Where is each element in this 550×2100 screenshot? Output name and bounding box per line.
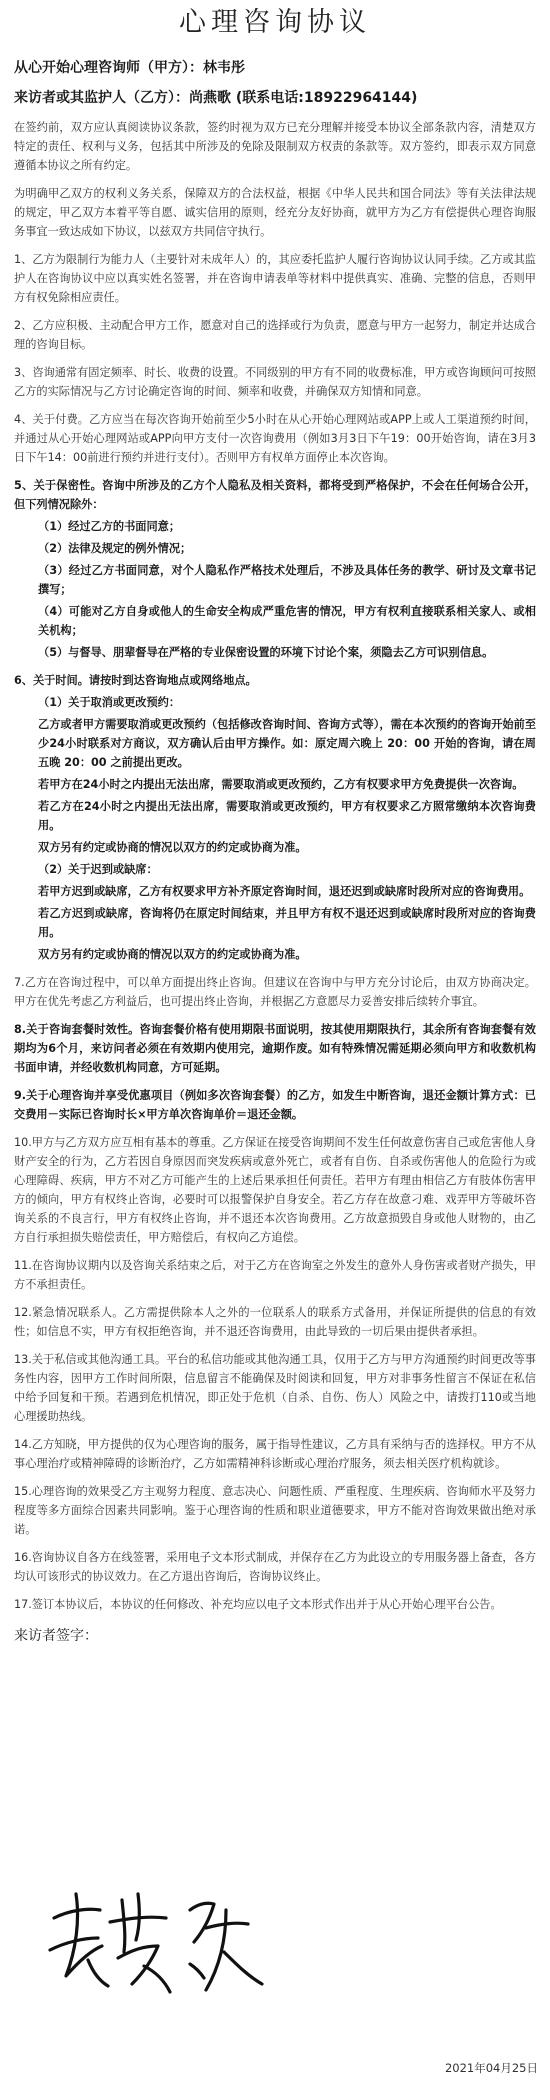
clause-paragraph: 14.乙方知晓，甲方提供的仅为心理咨询的服务，属于指导性建议，乙方具有采纳与否的选择权。甲方不从事心理治疗或精神障碍的诊断治疗，乙方如需精神科诊断或心理治疗服务，须去相关医疗机构就诊。 — [14, 1438, 536, 1470]
agreement-body — [14, 118, 536, 1614]
clause-paragraph: 3、咨询通常有固定频率、时长、收费的设置。不同级别的甲方有不同的收费标准，甲方或咨询顾问可按照乙方的实际情况与乙方讨论确定咨询的时间、频率和收费，并确保双方知情和同意。 — [14, 366, 536, 398]
clause-paragraph: （4）可能对乙方自身或他人的生命安全构成严重危害的情况，甲方有权利直接联系相关家人、或相关机构； — [38, 605, 536, 637]
page-title: 心理咨询协议 — [179, 7, 371, 38]
clause-paragraph: （3）经过乙方书面同意，对个人隐私作严格技术处理后，不涉及具体任务的教学、研讨及文章书记撰写； — [38, 564, 536, 596]
clause-paragraph: 7.乙方在咨询过程中，可以单方面提出终止咨询。但建议在咨询中与甲方充分讨论后，由双方协商决定。甲方在优先考虑乙方利益后，也可提出终止咨询，并根据乙方意愿尽力妥善安排后续转介事宜。 — [14, 976, 536, 1008]
clause-paragraph: （1）关于取消或更改预约： — [38, 696, 181, 709]
clause-paragraph: 若甲方在24小时之内提出无法出席，需要取消或更改预约，乙方有权要求甲方免费提供一次咨询。 — [38, 778, 524, 791]
clause-paragraph: 15.心理咨询的效果受乙方主观努力程度、意志决心、问题性质、严重程度、生理疾病、咨询师水平及努力程度等多方面综合因素共同影响。鉴于心理咨询的性质和职业道德要求，甲方不能对咨询效果做出绝对承诺。 — [14, 1485, 536, 1536]
clause-paragraph: （2）法律及规定的例外情况； — [38, 542, 192, 555]
clause-paragraph: 8.关于咨询套餐时效性。咨询套餐价格有使用期限书面说明，按其使用期限执行，其余所有咨询套餐有效期均为6个月，来访问者必须在有效期内使用完，逾期作废。如有特殊情况需延期必须向甲方和收数机构书面申请，并经收数机构同意，方可延期。 — [14, 1023, 536, 1074]
clause-paragraph: （1）经过乙方的书面同意； — [38, 520, 181, 533]
clause-paragraph: 若乙方在24小时之内提出无法出席，需要取消或更改预约，甲方有权要求乙方照常缴纳本次咨询费用。 — [38, 800, 536, 832]
clause-paragraph: 乙方或者甲方需要取消或更改预约（包括修改咨询时间、咨询方式等），需在本次预约的咨询开始前至少24小时联系对方商议，双方确认后由甲方操作。如：原定周六晚上 20：00 开始的咨询，请在周五晚 20：00 之前提出更改。 — [38, 718, 536, 769]
clause-paragraph: 双方另有约定或协商的情况以双方的约定或协商为准。 — [38, 948, 307, 961]
clause-paragraph: 2、乙方应积极、主动配合甲方工作，愿意对自己的选择或行为负责，愿意与甲方一起努力，制定并达成合理的咨询目标。 — [14, 319, 536, 351]
party-a: 从心开始心理咨询师（甲方）：林韦彤 — [14, 60, 245, 76]
clause-paragraph: 若甲方迟到或缺席，乙方有权要求甲方补齐原定咨询时间，退还迟到或缺席时段所对应的咨询费用。 — [38, 885, 531, 898]
clause-paragraph: （2）关于迟到或缺席： — [38, 863, 158, 876]
clause-paragraph: 12.紧急情况联系人。乙方需提供除本人之外的一位联系人的联系方式备用，并保证所提供的信息的有效性；如信息不实，甲方有权拒绝咨询，并不退还咨询费用，由此导致的一切后果由提供者承担。 — [14, 1306, 536, 1338]
clause-paragraph: 双方另有约定或协商的情况以双方的约定或协商为准。 — [38, 841, 307, 854]
clause-paragraph: 13.关于私信或其他沟通工具。平台的私信功能或其他沟通工具，仅用于乙方与甲方沟通预约时间更改等事务性内容，因甲方工作时间所限，信息留言不能确保及时阅读和回复，甲方对非事务性留言不保证在私信中给予回复和干预。若遇到危机情况，即正处于危机（自杀、自伤、伤人）风险之中，请拨打110或当地心理援助热线。 — [14, 1353, 536, 1423]
clause-paragraph: 1、乙方为限制行为能力人（主要针对未成年人）的，其应委托监护人履行咨询协议认同手续。乙方或其监护人在咨询协议中应以真实姓名签署，并在咨询申请表单等材料中提供真实、准确、完整的信息，否则甲方有权免除相应责任。 — [14, 253, 536, 304]
clause-paragraph: 若乙方迟到或缺席，咨询将仍在原定时间结束，并且甲方有权不退还迟到或缺席时段所对应的咨询费用。 — [38, 907, 536, 939]
clause-paragraph: 5、关于保密性。咨询中所涉及的乙方个人隐私及相关资料，都将受到严格保护，不会在任何场合公开，但下列情况除外： — [14, 479, 536, 511]
clause-paragraph: 4、关于付费。乙方应当在每次咨询开始前至少5小时在从心开始心理网站或APP上或人工渠道预约时间，并通过从心开始心理网站或APP向甲方支付一次咨询费用（例如3月3日下午19：00开始咨询，请在3月3日下午14：00前进行预约并进行支付）。否则甲方有权单方面停止本次咨询。 — [14, 413, 536, 464]
clause-paragraph: 在签约前，双方应认真阅读协议条款，签约时视为双方已充分理解并接受本协议全部条款内容，清楚双方特定的责任、权利与义务，包括其中所涉及的免除及限制双方权责的条款等。双方签约，即表示双方同意遵循本协议之所有约定。 — [14, 121, 536, 172]
clause-paragraph: （5）与督导、朋辈督导在严格的专业保密设置的环境下讨论个案，须隐去乙方可识别信息。 — [38, 646, 494, 659]
clause-paragraph: 6、关于时间。请按时到达咨询地点或网络地点。 — [14, 674, 257, 687]
party-b: 来访者或其监护人（乙方）：尚燕歌 (联系电话:18922964144) — [14, 90, 418, 106]
handwritten-signature-icon — [40, 1880, 270, 2005]
clause-paragraph: 11.在咨询协议期内以及咨询关系结束之后，对于乙方在咨询室之外发生的意外人身伤害或者财产损失，甲方不承担责任。 — [14, 1259, 536, 1291]
signer-label: 来访者签字： — [14, 1628, 98, 1644]
clause-paragraph: 16.咨询协议自各方在线签署，采用电子文本形式制成，并保存在乙方为此设立的专用服务器上备查，各方均认可该形式的协议效力。在乙方退出咨询后，咨询协议终止。 — [14, 1551, 536, 1583]
clause-paragraph: 17.签订本协议后，本协议的任何修改、补充均应以电子文本形式作出并于从心开始心理平台公告。 — [14, 1598, 502, 1611]
clause-paragraph: 为明确甲乙双方的权利义务关系，保障双方的合法权益，根据《中华人民共和国合同法》等有关法律法规的规定，甲乙双方本着平等自愿、诚实信用的原则，经充分友好协商，就甲方为乙方有偿提供心理咨询服务事宜一致达成如下协议，以兹双方共同信守执行。 — [14, 187, 536, 238]
clause-paragraph: 10.甲方与乙方双方应互相有基本的尊重。乙方保证在接受咨询期间不发生任何故意伤害自己或危害他人身财产安全的行为，乙方若因自身原因而突发疾病或意外死亡，或者有自伤、自杀或伤害他人的危险行为或心理障碍、疾病，甲方不对乙方可能产生的上述后果承担任何责任。若甲方有理由相信乙方有肢体伤害甲方的倾向，甲方有权终止咨询，必要时可以报警保护自身安全。若乙方存在故意刁难、戏弄甲方等破坏咨询关系的不良言行，甲方有权终止咨询，并不退还本次咨询费用。乙方故意损毁自身或他人财物的，由乙方自行承担损失赔偿责任，甲方赔偿后，有权向乙方追偿。 — [14, 1136, 536, 1244]
sign-date: 2021年04月25日 — [444, 2061, 538, 2075]
clause-paragraph: 9.关于心理咨询并享受优惠项目（例如多次咨询套餐）的乙方，如发生中断咨询，退还金额计算方式：已交费用－实际已咨询时长×甲方单次咨询单价＝退还金额。 — [14, 1089, 536, 1121]
